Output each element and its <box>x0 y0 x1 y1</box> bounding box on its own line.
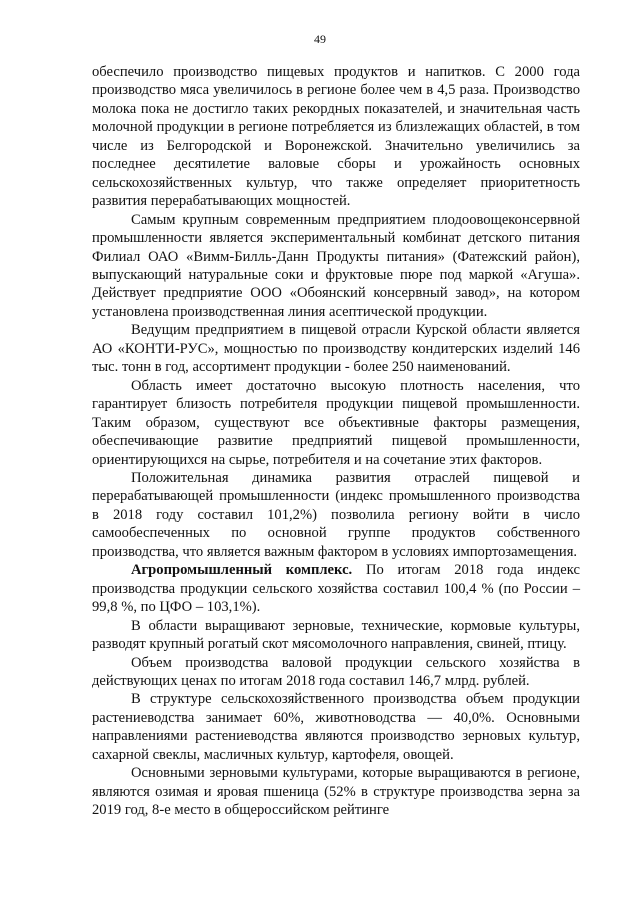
page-number: 49 <box>314 32 326 46</box>
paragraph-konti-rus: Ведущим предприятием в пищевой отрасли Курской области является АО «КОНТИ-РУС», мощностью по производству кондитерских изделий 146 тыс. тонн в год, ассортимент продукции - более 250 наименований. <box>92 322 580 376</box>
paragraph-grain-crops: Основными зерновыми культурами, которые выращиваются в регионе, являются озимая и яровая пшеница (52% в структуре производства зерна за 2019 год, 8-е место в общероссийском рейтинге <box>92 765 580 819</box>
paragraph-production-structure: В структуре сельскохозяйственного производства объем продукции растениеводства занимает 60%, животноводства — 40,0%. Основными направлениями растениеводства являются производство зерновых культур, сахарной свеклы, масличных культур, картофеля, овощей. <box>92 691 580 763</box>
paragraph-food-production: обеспечило производство пищевых продуктов и напитков. С 2000 года производство мяса увеличилось в регионе более чем в 4,5 раза. Производство молока пока не достигло таких рекордных показателей, и значительная часть молочной продукции в регионе потребляется из близлежащих областей, в том числе из Белгородской и Воронежской. Значительно увеличились за последнее десятилетие валовые сборы и урожайность основных сельскохозяйственных культур, что также определяет приоритетность развития перерабатывающих мощностей. <box>92 64 580 210</box>
paragraph-agro-complex <box>92 561 580 616</box>
paragraph-gross-output: Объем производства валовой продукции сельского хозяйства в действующих ценах по итогам 2018 года составил 146,7 млрд. рублей. <box>92 654 580 689</box>
paragraph-canning-industry: Самым крупным современным предприятием плодоовощеконсервной промышленности является экспериментальный комбинат детского питания Филиал ОАО «Вимм-Билль-Данн Продукты питания» (Фатежский район), выпускающий натуральные соки и фруктовые пюре под маркой «Агуша». Действует предприятие ООО «Обоянский консервный завод», на котором установлена производственная линия асептической продукции. <box>92 211 580 320</box>
agro-complex-heading: Агропромышленный комплекс. <box>131 562 353 579</box>
paragraph-population-density: Область имеет достаточно высокую плотность населения, что гарантирует близость потребителя продукции пищевой промышленности. Таким образом, существуют все объективные факторы размещения, обеспечивающие развитие предприятий пищевой промышленности, ориентирующихся на сырье, потребителя и на сочетание этих факторов. <box>92 377 580 468</box>
agro-complex-text: По итогам 2018 года индекс производства продукции сельского хозяйства составил 100,4 % (по России – 99,8 %, по ЦФО – 103,1%). <box>92 562 580 616</box>
paragraph-positive-dynamics: Положительная динамика развития отраслей пищевой и перерабатывающей промышленности (индекс промышленного производства в 2018 году составил 101,2%) позволила региону войти в число самообеспеченных по основной группе продуктов собственного производства, что является важным фактором в условиях импортозамещения. <box>92 469 580 560</box>
paragraph-crops-livestock: В области выращивают зерновые, технические, кормовые культуры, разводят крупный рогатый скот мясомолочного направления, свиней, птицу. <box>92 617 580 653</box>
body-text <box>92 63 580 820</box>
